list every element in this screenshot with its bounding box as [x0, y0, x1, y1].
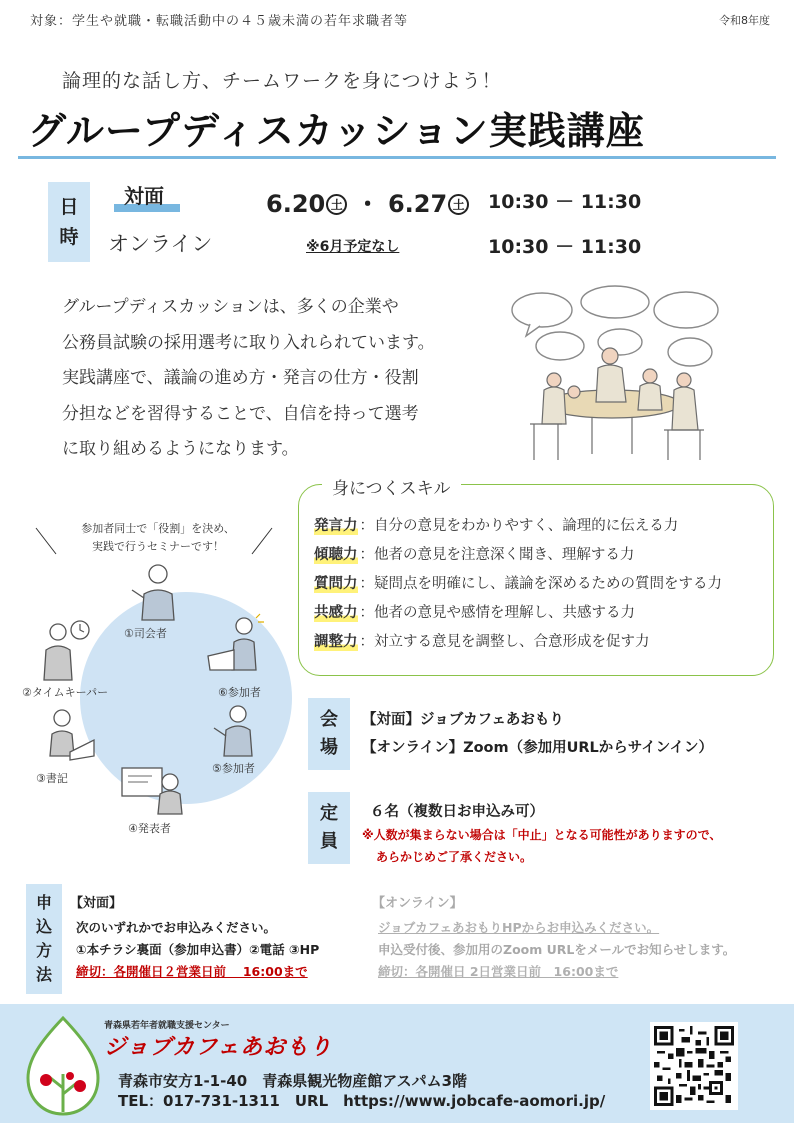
application-label-char: 方: [35, 941, 52, 960]
roles-caption-line: 実践で行うセミナーです！: [92, 540, 224, 553]
secretary-icon: [40, 706, 100, 766]
fiscal-year: 令和8年度: [719, 14, 770, 27]
roles-caption-line: 参加者同士で「役割」を決め、: [81, 522, 235, 535]
skill-desc: ：自分の意見をわかりやすく、論理的に伝える力: [359, 518, 679, 534]
application-label-char: 込: [35, 917, 52, 936]
capacity-value: ６名（複数日お申込み可）: [370, 804, 544, 820]
skill-item: [314, 539, 774, 568]
subtitle: 論理的な話し方、チームワークを身につけよう！: [62, 70, 502, 92]
application-online-link[interactable]: ジョブカフェあおもりHPからお申込みください。: [378, 920, 660, 935]
skill-desc: ：疑問点を明確にし、議論を深めるための質問をする力: [359, 576, 722, 592]
timekeeper-icon: [36, 618, 96, 682]
target-audience: 対象：学生や就職・転職活動中の４５歳未満の若年求職者等: [30, 14, 409, 29]
schedule-label: [48, 182, 90, 262]
face-time: 10:30 － 11:30: [488, 191, 642, 213]
weekday-badge: 土: [326, 194, 347, 215]
capacity-note: ※人数が集まらない場合は「中止」となる可能性がありますので、: [362, 828, 722, 842]
capacity-note: あらかじめご了承ください。: [376, 850, 533, 864]
june-note: ※6月予定なし: [306, 239, 400, 255]
capacity-label: [308, 792, 350, 864]
application-online-heading: 【オンライン】: [372, 896, 463, 911]
brand-name: ジョブカフェあおもり: [104, 1035, 333, 1060]
venue-online: 【オンライン】Zoom（参加用URLからサインイン）: [362, 740, 714, 756]
online-time: 10:30 － 11:30: [488, 236, 642, 258]
intro-line: 公務員試験の採用選考に取り入れられています。: [62, 332, 435, 353]
role-secretary: ③書記: [36, 772, 68, 785]
skill-item: [314, 597, 774, 626]
skill-desc: ：他者の意見や感情を理解し、共感する力: [359, 605, 635, 621]
schedule-label-char: 時: [59, 226, 79, 248]
date-first: 6.20: [266, 190, 326, 218]
application-face-heading: 【対面】: [70, 896, 123, 911]
application-face-methods: ①本チラシ裏面（参加申込書）②電話 ③HP: [76, 942, 320, 957]
skill-item: [314, 568, 774, 597]
weekday-badge: 土: [448, 194, 469, 215]
role-presenter: ④発表者: [128, 822, 171, 835]
participant-icon: [204, 612, 268, 676]
venue-label-char: 会: [320, 709, 338, 730]
address: 青森市安方1-1-40 青森県観光物産館アスパム3階: [118, 1072, 468, 1090]
qr-code-icon[interactable]: [650, 1022, 738, 1110]
skills-title: 身につくスキル: [322, 474, 461, 499]
venue-label-char: 場: [320, 737, 338, 758]
skill-name: 共感力: [314, 601, 358, 622]
intro-text: [62, 290, 492, 468]
role-timekeeper: ②タイムキーパー: [22, 686, 109, 699]
skill-name: 調整力: [314, 630, 358, 651]
jobcafe-logo-icon: [24, 1014, 102, 1118]
intro-line: 実践講座で、議論の進め方・発言の仕方・役割: [62, 368, 419, 388]
online-mode-label: オンライン: [108, 232, 213, 256]
intro-line: グループディスカッションは、多くの企業や: [62, 297, 399, 317]
date-second: 6.27: [387, 190, 448, 218]
page-title: グループディスカッション実践講座: [28, 109, 645, 153]
title-divider: [18, 156, 776, 159]
face-mode-label: 対面: [124, 184, 164, 208]
intro-line: 分担などを習得することで、自信を持って選考: [62, 403, 419, 424]
role-participant-5: ⑤参加者: [212, 762, 255, 775]
center-name: 青森県若年者就職支援センター: [104, 1021, 230, 1031]
skill-item: [314, 626, 774, 655]
session-dates: [266, 184, 469, 219]
role-facilitator: ①司会者: [124, 627, 167, 640]
date-separator: ・: [355, 190, 380, 218]
capacity-label-char: 員: [320, 831, 338, 852]
participant-icon: [206, 700, 266, 760]
role-participant-6: ⑥参加者: [218, 686, 261, 699]
application-label-char: 法: [35, 965, 52, 984]
application-label: [26, 884, 62, 994]
contact-info[interactable]: TEL：017-731-1311 URL https://www.jobcafe-aomori.jp/: [118, 1092, 606, 1110]
application-online-deadline: 締切：各開催日 2日営業日前 16:00まで: [378, 964, 619, 979]
skill-item: [314, 510, 774, 539]
skill-desc: ：対立する意見を調整し、合意形成を促す力: [359, 634, 650, 650]
facilitator-icon: [120, 560, 190, 622]
discussion-illustration: [500, 284, 728, 464]
application-label-char: 申: [35, 893, 52, 912]
skill-desc: ：他者の意見を注意深く聞き、理解する力: [359, 547, 635, 563]
skill-name: 質問力: [314, 572, 358, 593]
roles-caption: [58, 520, 258, 556]
schedule-label-char: 日: [59, 196, 79, 218]
presenter-icon: [118, 762, 188, 816]
skill-name: 傾聴力: [314, 543, 358, 564]
venue-face: 【対面】ジョブカフェあおもり: [362, 712, 564, 728]
venue-label: [308, 698, 350, 770]
skill-name: 発言力: [314, 514, 358, 535]
capacity-label-char: 定: [320, 803, 338, 824]
intro-line: に取り組めるようになります。: [62, 439, 299, 459]
skills-list: [314, 510, 774, 655]
application-face-text: 次のいずれかでお申込みください。: [76, 920, 277, 935]
application-online-text: 申込受付後、参加用のZoom URLをメールでお知らせします。: [378, 942, 736, 957]
application-face-deadline: 締切：各開催日２営業日前 16:00まで: [76, 964, 308, 979]
